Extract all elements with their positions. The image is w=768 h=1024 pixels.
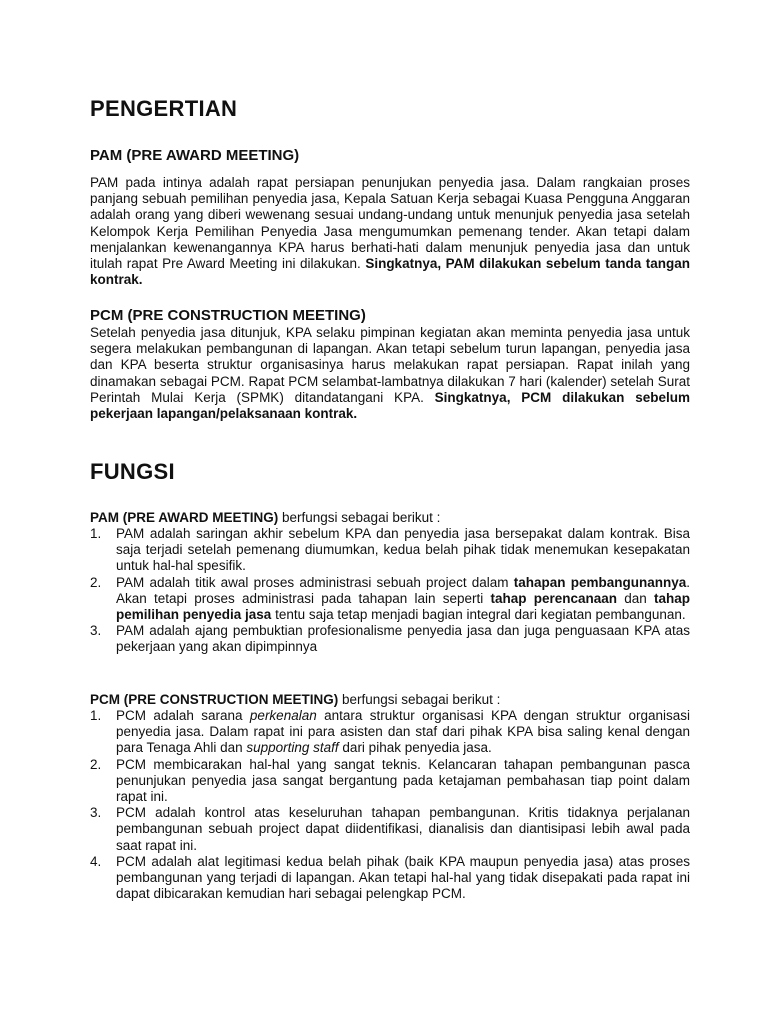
- pcm-function-lead-bold: PCM (PRE CONSTRUCTION MEETING): [90, 692, 339, 707]
- heading-pcm: PCM (PRE CONSTRUCTION MEETING): [90, 307, 366, 324]
- pam-definition-text: PAM pada intinya adalah rapat persiapan penunjukan penyedia jasa. Dalam rangkaian proses panjang sebuah pemilihan penyedia jasa, Kepala Satuan Kerja sebagai Kuasa Pengguna Anggaran adalah orang yang diberi wewenang sesuai undang-undang untuk menunjuk penyedia jasa setelah Kelompok Kerja Pemilihan Penyedia Jasa mengumumkan pemenang tender. Akan tetapi dalam menjalankan kewenangannya KPA harus berhati-hati dalam menunjuk penyedia jasa dan untuk itulah rapat Pre Award Meeting ini dilakukan.: [90, 175, 690, 272]
- list-item-text: PCM membicarakan hal-hal yang sangat teknis. Kelancaran tahapan pembangunan pasca penunjukan penyedia jasa sangat bergantung pada ketajaman pembahasan tiap point dalam rapat ini.: [116, 756, 690, 805]
- list-item-number: 3.: [90, 805, 102, 821]
- pam-function-lead-rest: berfungsi sebagai berikut :: [278, 510, 441, 525]
- pcm-function-lead-rest: berfungsi sebagai berikut :: [338, 692, 501, 707]
- list-item-number: 1.: [90, 708, 102, 723]
- list-item-text: PAM adalah saringan akhir sebelum KPA dan penyedia jasa bersepakat dalam kontrak. Bisa saja terjadi setelah pemenang diumumkan, kedua belah pihak tidak menemukan kesepakatan untuk hal-hal spesifik.: [116, 526, 690, 574]
- list-item-text: PCM adalah sarana: [116, 708, 250, 723]
- list-item: [90, 854, 690, 903]
- list-item: [90, 526, 690, 575]
- pam-function-list: [90, 526, 690, 656]
- pam-function-lead: [90, 510, 690, 526]
- pcm-function-lead: [90, 692, 690, 708]
- list-item-text: tentu saja tetap menjadi bagian integral dari kegiatan pembangunan.: [271, 607, 686, 623]
- paragraph-pcm-definition: [90, 325, 690, 422]
- pcm-function-list: [90, 708, 690, 902]
- list-item-text: dari pihak penyedia jasa.: [338, 740, 492, 756]
- list-item-number: 1.: [90, 526, 102, 541]
- list-item-number: 4.: [90, 853, 102, 869]
- pam-function-lead-bold: PAM (PRE AWARD MEETING): [90, 510, 279, 525]
- list-item-text: PCM adalah alat legitimasi kedua belah pihak (baik KPA maupun penyedia jasa) atas proses pembangunan yang terjadi di lapangan. Akan tetapi hal-hal yang tidak disepakati pada rapat ini dapat dibicarakan kemudian hari sebagai pelengkap PCM.: [116, 853, 690, 902]
- pcm-summary: Singkatnya, PCM dilakukan sebelum pekerjaan lapangan/pelaksanaan kontrak.: [90, 389, 690, 422]
- list-item-text: PCM adalah kontrol atas keseluruhan tahapan pembangunan. Kritis tidaknya perjalanan pembangunan sebuah project dapat diidentifikasi, dianalisis dan diantisipasi lebih awal pada saat rapat ini.: [116, 805, 690, 853]
- list-item-text: PAM adalah ajang pembuktian profesionalisme penyedia jasa dan juga penguasaan KPA atas pekerjaan yang akan dipimpinnya: [116, 623, 690, 655]
- list-item-text: antara struktur organisasi KPA dengan struktur organisasi penyedia jasa. Dalam rapat ini para asisten dan staf dari pihak KPA bisa saling kenal dengan para Tenaga Ahli dan: [116, 708, 690, 756]
- list-item-number: 3.: [90, 623, 102, 639]
- heading-pam: PAM (PRE AWARD MEETING): [90, 147, 300, 164]
- paragraph-pam-definition: [90, 175, 690, 288]
- section-title-fungsi: FUNGSI: [90, 459, 175, 484]
- list-item: [90, 708, 690, 757]
- section-title-pengertian: PENGERTIAN: [90, 96, 238, 121]
- emphasis-perkenalan: perkenalan: [249, 708, 317, 723]
- pcm-definition-text: Setelah penyedia jasa ditunjuk, KPA selaku pimpinan kegiatan akan meminta penyedia jasa untuk segera melakukan pembangunan di lapangan. Akan tetapi sebelum turun lapangan, penyedia jasa dan KPA beserta struktur organisasinya harus melakukan rapat persiapan. Rapat inilah yang dinamakan sebagai PCM. Rapat PCM selambat-lambatnya dilakukan 7 hari (kalender) setelah Surat Perintah Mulai Kerja (SPMK) ditandatangani KPA.: [90, 325, 690, 405]
- emphasis-supporting-staff: supporting staff: [246, 740, 339, 756]
- list-item-text: PAM adalah titik awal proses administrasi sebuah project dalam: [116, 574, 514, 590]
- list-item: [90, 575, 690, 624]
- emphasis-tahap-perencanaan: tahap perencanaan: [490, 590, 617, 606]
- list-item: [90, 805, 690, 854]
- pam-summary: Singkatnya, PAM dilakukan sebelum tanda tangan kontrak.: [90, 256, 690, 288]
- list-item-text: . Akan tetapi proses administrasi pada tahapan lain seperti: [116, 574, 690, 606]
- list-item: [90, 623, 690, 655]
- list-item-number: 2.: [90, 756, 102, 772]
- list-item-number: 2.: [90, 574, 102, 590]
- list-item-text: dan: [617, 590, 654, 606]
- emphasis-tahapan-pembangunan: tahapan pembangunannya: [513, 574, 687, 590]
- emphasis-tahap-pemilihan: tahap pemilihan penyedia jasa: [116, 590, 690, 623]
- list-item: [90, 757, 690, 806]
